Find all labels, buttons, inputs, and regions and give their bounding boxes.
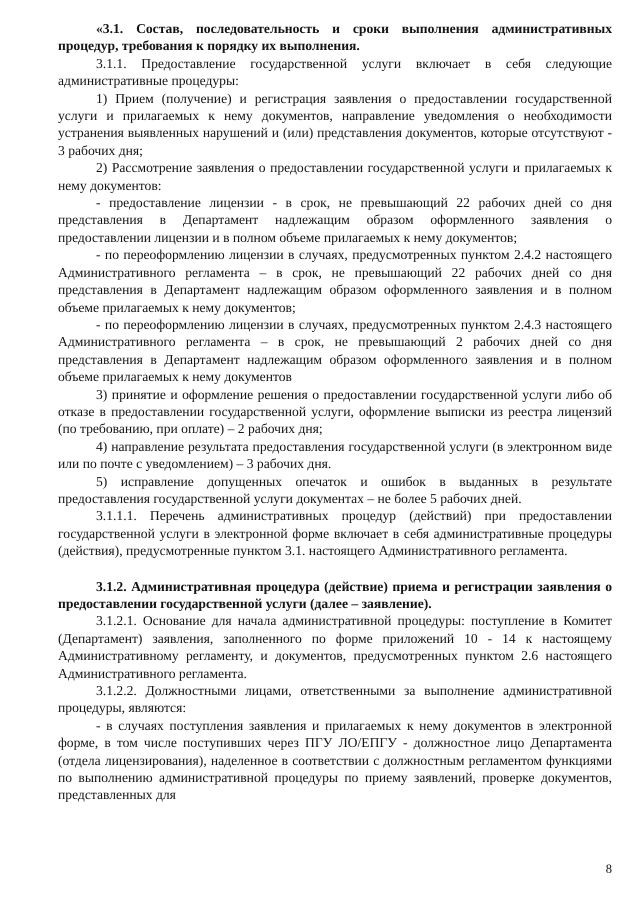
paragraph-3-1-2-2-electronic: - в случаях поступления заявления и прилагаемых к нему документов в электронной форме, в том числе поступивших через ПГУ ЛО/ЕПГУ - должностное лицо Департамента (отдела лицензирования), наделенное в соответствии с должностным регламентом функциями по выполнению административной процедуры по приему заявлений, проверке документов, представленных для — [58, 717, 612, 803]
paragraph-3-1-2-1: 3.1.2.1. Основание для начала административной процедуры: поступление в Комитет (Департамент) заявления, заполненного по форме приложений 10 - 14 к настоящему Административному регламенту, и документов, предусмотренных пунктом 2.6 настоящего Административного регламента. — [58, 613, 612, 681]
list-item-4: 4) направление результата предоставления государственной услуги (в электронном виде или по почте с уведомлением) – 3 рабочих дня. — [58, 438, 612, 472]
page-number: 8 — [605, 862, 612, 876]
paragraph-3-1-2-2: 3.1.2.2. Должностными лицами, ответственными за выполнение административной процедуры, являются: — [58, 683, 612, 716]
list-item-2-reissue-2-4-3: - по переоформлению лицензии в случаях, предусмотренных пунктом 2.4.3 настоящего Административного регламента – в срок, не превышающий 2 рабочих дней со дня представления в Департамент надлежащим образом оформленного заявления и в полном объеме прилагаемых к нему документов — [58, 316, 612, 385]
list-item-2: 2) Рассмотрение заявления о предоставлении государственной услуги и прилагаемых к нему документов: — [58, 160, 612, 193]
list-item-2-reissue-2-4-2: - по переоформлению лицензии в случаях, предусмотренных пунктом 2.4.2 настоящего Административного регламента – в срок, не превышающий 22 рабочих дней со дня представления в Департамент надлежащим образом оформленного заявления и в полном объеме прилагаемых к нему документов; — [58, 247, 612, 315]
list-item-2-license: - предоставление лицензии - в срок, не превышающий 22 рабочих дней со дня представления в Департамент надлежащим образом оформленного заявления о предоставлении лицензии и в полном объеме прилагаемых к нему документов; — [58, 195, 612, 245]
section-heading-3-1-2: 3.1.2. Административная процедура (действие) приема и регистрации заявления о предоставлении государственной услуги (далее – заявление). — [58, 578, 612, 611]
section-spacer — [58, 560, 612, 578]
list-item-3: 3) принятие и оформление решения о предоставлении государственной услуги либо об отказе в предоставлении государственной услуги, оформление выписки из реестра лицензий (по требованию, при оплате) – 2 рабочих дня; — [58, 386, 612, 437]
section-heading-3-1: «3.1. Состав, последовательность и сроки выполнения административных процедур, требования к порядку их выполнения. — [58, 21, 612, 54]
list-item-5: 5) исправление допущенных опечаток и ошибок в выданных в результате предоставления государственной услуги документах – не более 5 рабочих дней. — [58, 473, 612, 506]
document-page — [58, 20, 612, 804]
paragraph-3-1-1: 3.1.1. Предоставление государственной услуги включает в себя следующие административные процедуры: — [58, 55, 612, 89]
paragraph-3-1-1-1: 3.1.1.1. Перечень административных процедур (действий) при предоставлении государственной услуги в электронной форме включает в себя административные процедуры (действия), предусмотренные пунктом 3.1. настоящего Административного регламента. — [58, 508, 612, 559]
list-item-1: 1) Прием (получение) и регистрация заявления о предоставлении государственной услуги и прилагаемых к нему документов, направление уведомления о необходимости устранения выявленных нарушений и (или) представления документов, которые отсутствуют - 3 рабочих дня; — [58, 90, 612, 158]
